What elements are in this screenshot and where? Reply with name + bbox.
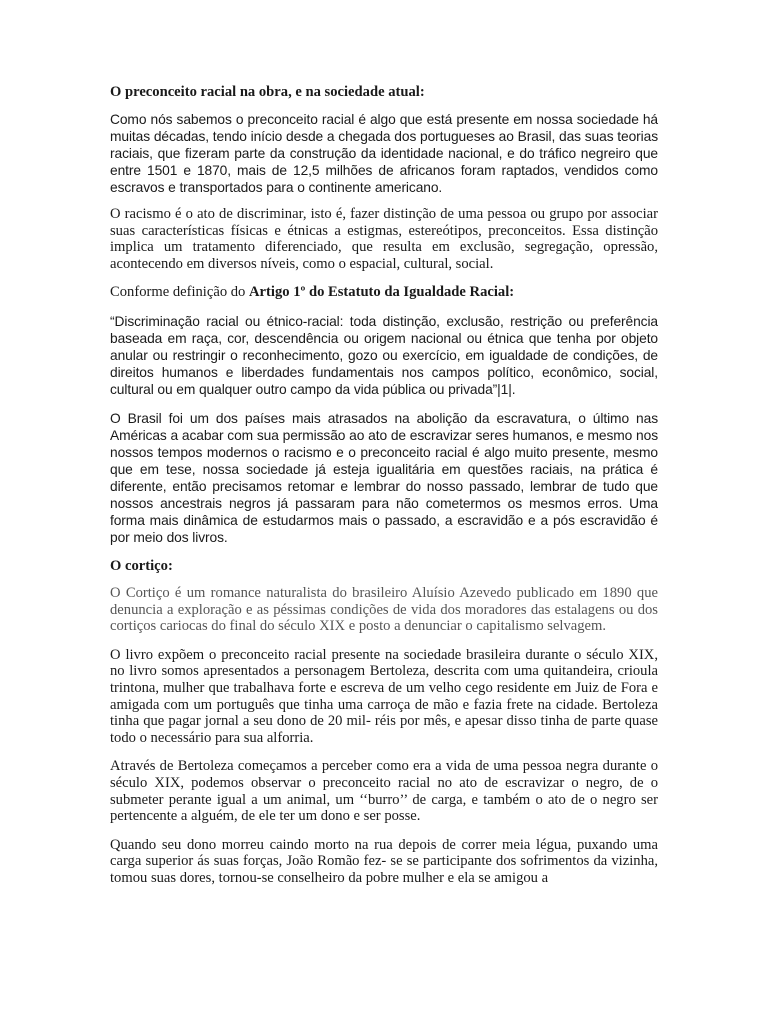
paragraph-estatuto-intro [110, 284, 658, 301]
estatuto-prefix: Conforme definição do [110, 284, 250, 301]
paragraph-dono-morreu: Quando seu dono morreu caindo morto na rua depois de correr meia légua, puxando uma carga superior ás suas forças, João Romão fez- se se participante dos sofrimentos da vizinha, tomou suas dores, tornou-se conselheiro da pobre mulher e ela se amigou a [110, 836, 658, 886]
paragraph-vida-negra: Através de Bertoleza começamos a perceber como era a vida de uma pessoa negra durante o século XIX, podemos observar o preconceito racial no ato de escravizar o negro, de o submeter perante igual a um animal, um ‘‘burro’’ de carga, e também o ato de o negro ser pertencente a alguém, de ele ter um dono e ser posse. [110, 758, 658, 825]
section-heading-cortico: O cortiço: [110, 557, 173, 574]
paragraph-intro: Como nós sabemos o preconceito racial é algo que está presente em nossa sociedade há muitas décadas, tendo início desde a chegada dos portugueses ao Brasil, das suas teorias raciais, que fizeram parte da construção da identidade nacional, e do tráfico negreiro que entre 1501 e 1870, mais de 12,5 milhões de africanos foram raptados, vendidos como escravos e transportados para o continente americano. [110, 112, 658, 195]
paragraph-racismo-definicao: O racismo é o ato de discriminar, isto é, fazer distinção de uma pessoa ou grupo por associar suas características físicas e étnicas a estigmas, estereótipos, preconceitos. Essa distinção implica um tratamento diferenciado, que resulta em exclusão, segregação, opressão, acontecendo em diversos níveis, como o espacial, cultural, social. [110, 206, 658, 272]
paragraph-bertoleza: O livro expõem o preconceito racial presente na sociedade brasileira durante o século XIX, no livro somos apresentados a personagem Bertoleza, descrita com uma quitandeira, crioula trintona, mulher que trabalhava forte e escreva de um velho cego residente em Juiz de Fora e amigada com um português que tinha uma carroça de mão e fazia frete na cidade. Bertoleza tinha que pagar jornal a seu dono de 20 mil- réis por mês, e apesar disso tinha de parte quase todo o necessário para sua alforria. [110, 646, 658, 746]
paragraph-cortico-romance: O Cortiço é um romance naturalista do brasileiro Aluísio Azevedo publicado em 1890 que denuncia a exploração e as péssimas condições de vida dos moradores das estalagens ou dos cortiços cariocas do final do século XIX e posto a denunciar o capitalismo selvagem. [110, 584, 658, 635]
estatuto-title: Artigo 1º do Estatuto da Igualdade Racial: [249, 284, 515, 301]
paragraph-quote: “Discriminação racial ou étnico-racial: toda distinção, exclusão, restrição ou preferência baseada em raça, cor, descendência ou origem nacional ou étnica que tenha por objeto anular ou restringir o reconhecimento, gozo ou exercício, em igualdade de condições, de direitos humanos e liberdades fundamentais nos campos político, econômico, social, cultural ou em qualquer outro campo da vida pública ou privada”|1|. [110, 313, 658, 397]
paragraph-brasil-abolicao: O Brasil foi um dos países mais atrasados na abolição da escravatura, o último nas Américas a acabar com sua permissão ao ato de escravizar seres humanos, e mesmo nos nossos tempos modernos o racismo e o preconceito racial é algo muito presente, mesmo que em tese, nossa sociedade já esteja igualitária em questões raciais, na prática é diferente, então precisamos retomar e lembrar do nosso passado, lembrar de tudo que nossos ancestrais negros já passaram para não cometermos os mesmos erros. Uma forma mais dinâmica de estudarmos mais o passado, a escravidão e a pós escravidão é por meio dos livros. [110, 410, 658, 545]
section-heading-preconceito: O preconceito racial na obra, e na sociedade atual: [110, 84, 425, 100]
